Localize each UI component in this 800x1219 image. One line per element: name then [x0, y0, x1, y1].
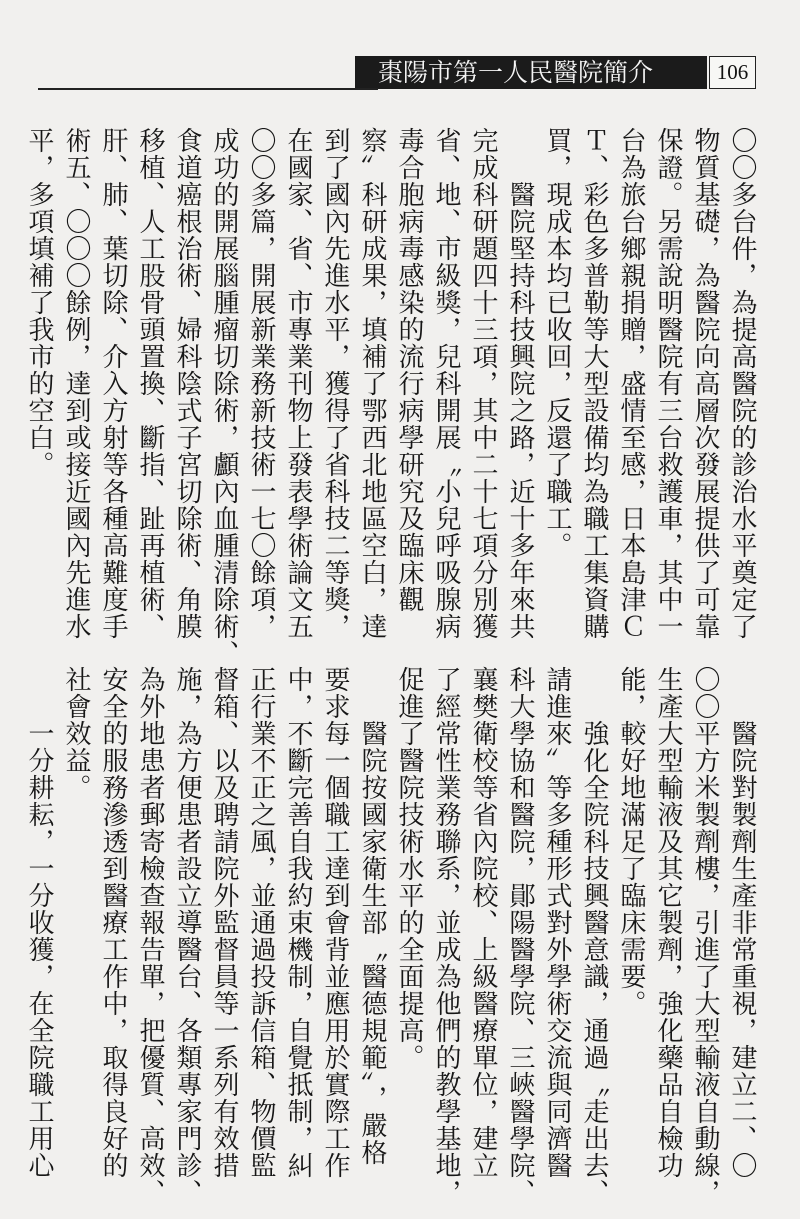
text-column: Ｔ、彩色多普勒等大型設備均為職工集資購	[579, 127, 609, 640]
text-column: 能，較好地滿足了臨床需要。	[616, 666, 646, 1017]
text-column: 食道癌根治術、婦科陰式子宮切除術、角膜	[172, 127, 202, 640]
text-column: 襄樊衛校等省內院校、上級醫療單位，建立	[468, 666, 498, 1179]
text-column: 肝、肺、葉切除、介入方射等各種高難度手	[98, 127, 128, 640]
text-column: 術五、〇〇〇餘例，達到或接近國內先進水	[61, 127, 91, 640]
text-column: 在國家、省、市專業刊物上發表學術論文五	[283, 127, 313, 640]
text-column: 生產大型輸液及其它製劑，強化藥品自檢功	[653, 666, 683, 1179]
text-column: 保證。另需說明醫院有三台救護車，其中一	[653, 127, 683, 640]
text-column: 〇〇多台件，為提高醫院的診治水平奠定了	[727, 127, 757, 640]
text-column: 請進來〞等多種形式對外學術交流與同濟醫	[542, 666, 572, 1179]
text-column: 醫院對製劑生產非常重視，建立二、〇	[727, 720, 757, 1179]
text-column: 社會效益。	[61, 666, 91, 801]
text-column: 科大學協和醫院，鄖陽醫學院、三峽醫學院、	[505, 666, 535, 1206]
text-column: 醫院堅持科技興院之路，近十多年來共	[505, 181, 535, 640]
text-column: 省、地、市級獎，兒科開展〝小兒呼吸腺病	[431, 127, 461, 640]
text-column: 察〞科研成果，填補了鄂西北地區空白，達	[357, 127, 387, 640]
header-rule	[38, 88, 378, 90]
page-number: 106	[709, 56, 756, 89]
text-column: 成功的開展腦腫瘤切除術，顱內血腫清除術、	[209, 127, 239, 667]
page-title: 棗陽市第一人民醫院簡介	[378, 58, 654, 87]
text-column: 毒合胞病毒感染的流行病學研究及臨床觀	[394, 127, 424, 613]
text-column: 督箱、以及聘請院外監督員等一系列有效措	[209, 666, 239, 1179]
text-column: 平，多項填補了我市的空白。	[24, 127, 54, 478]
text-column: 強化全院科技興醫意識，通過〝走出去、	[579, 720, 609, 1206]
text-column: 〇〇多篇，開展新業務新技術一七〇餘項，	[246, 127, 276, 640]
text-column: 正行業不正之風，並通過投訴信箱、物價監	[246, 666, 276, 1179]
text-column: 了經常性業務聯系，並成為他們的教學基地，	[431, 666, 461, 1206]
text-column: 醫院按國家衛生部〝醫德規範〞，嚴格	[357, 720, 387, 1166]
text-column: 施，為方便患者設立導醫台、各類專家門診、	[172, 666, 202, 1206]
text-column: 買，現成本均已收回，反還了職工。	[542, 127, 572, 559]
text-column: 要求每一個職工達到會背並應用於實際工作	[320, 666, 350, 1179]
text-column: 到了國內先進水平，獲得了省科技二等獎，	[320, 127, 350, 640]
text-column: 完成科研題四十三項，其中二十七項分別獲	[468, 127, 498, 640]
text-column: 安全的服務滲透到醫療工作中，取得良好的	[98, 666, 128, 1179]
text-column: 物質基礎，為醫院向高層次發展提供了可靠	[690, 127, 720, 640]
text-column: 為外地患者郵寄檢查報告單，把優質、高效、	[135, 666, 165, 1206]
text-column: 一分耕耘，一分收獲，在全院職工用心	[24, 720, 54, 1179]
text-column: 促進了醫院技術水平的全面提高。	[394, 666, 424, 1071]
text-column: 台為旅台鄉親捐贈，盛情至感，日本島津Ｃ	[616, 127, 646, 640]
text-column: 〇〇平方米製劑樓，引進了大型輸液自動線，	[690, 666, 720, 1206]
text-column: 移植、人工股骨頭置換、斷指、趾再植術、	[135, 127, 165, 640]
text-column: 中，不斷完善自我約束機制，自覺抵制，糾	[283, 666, 313, 1179]
